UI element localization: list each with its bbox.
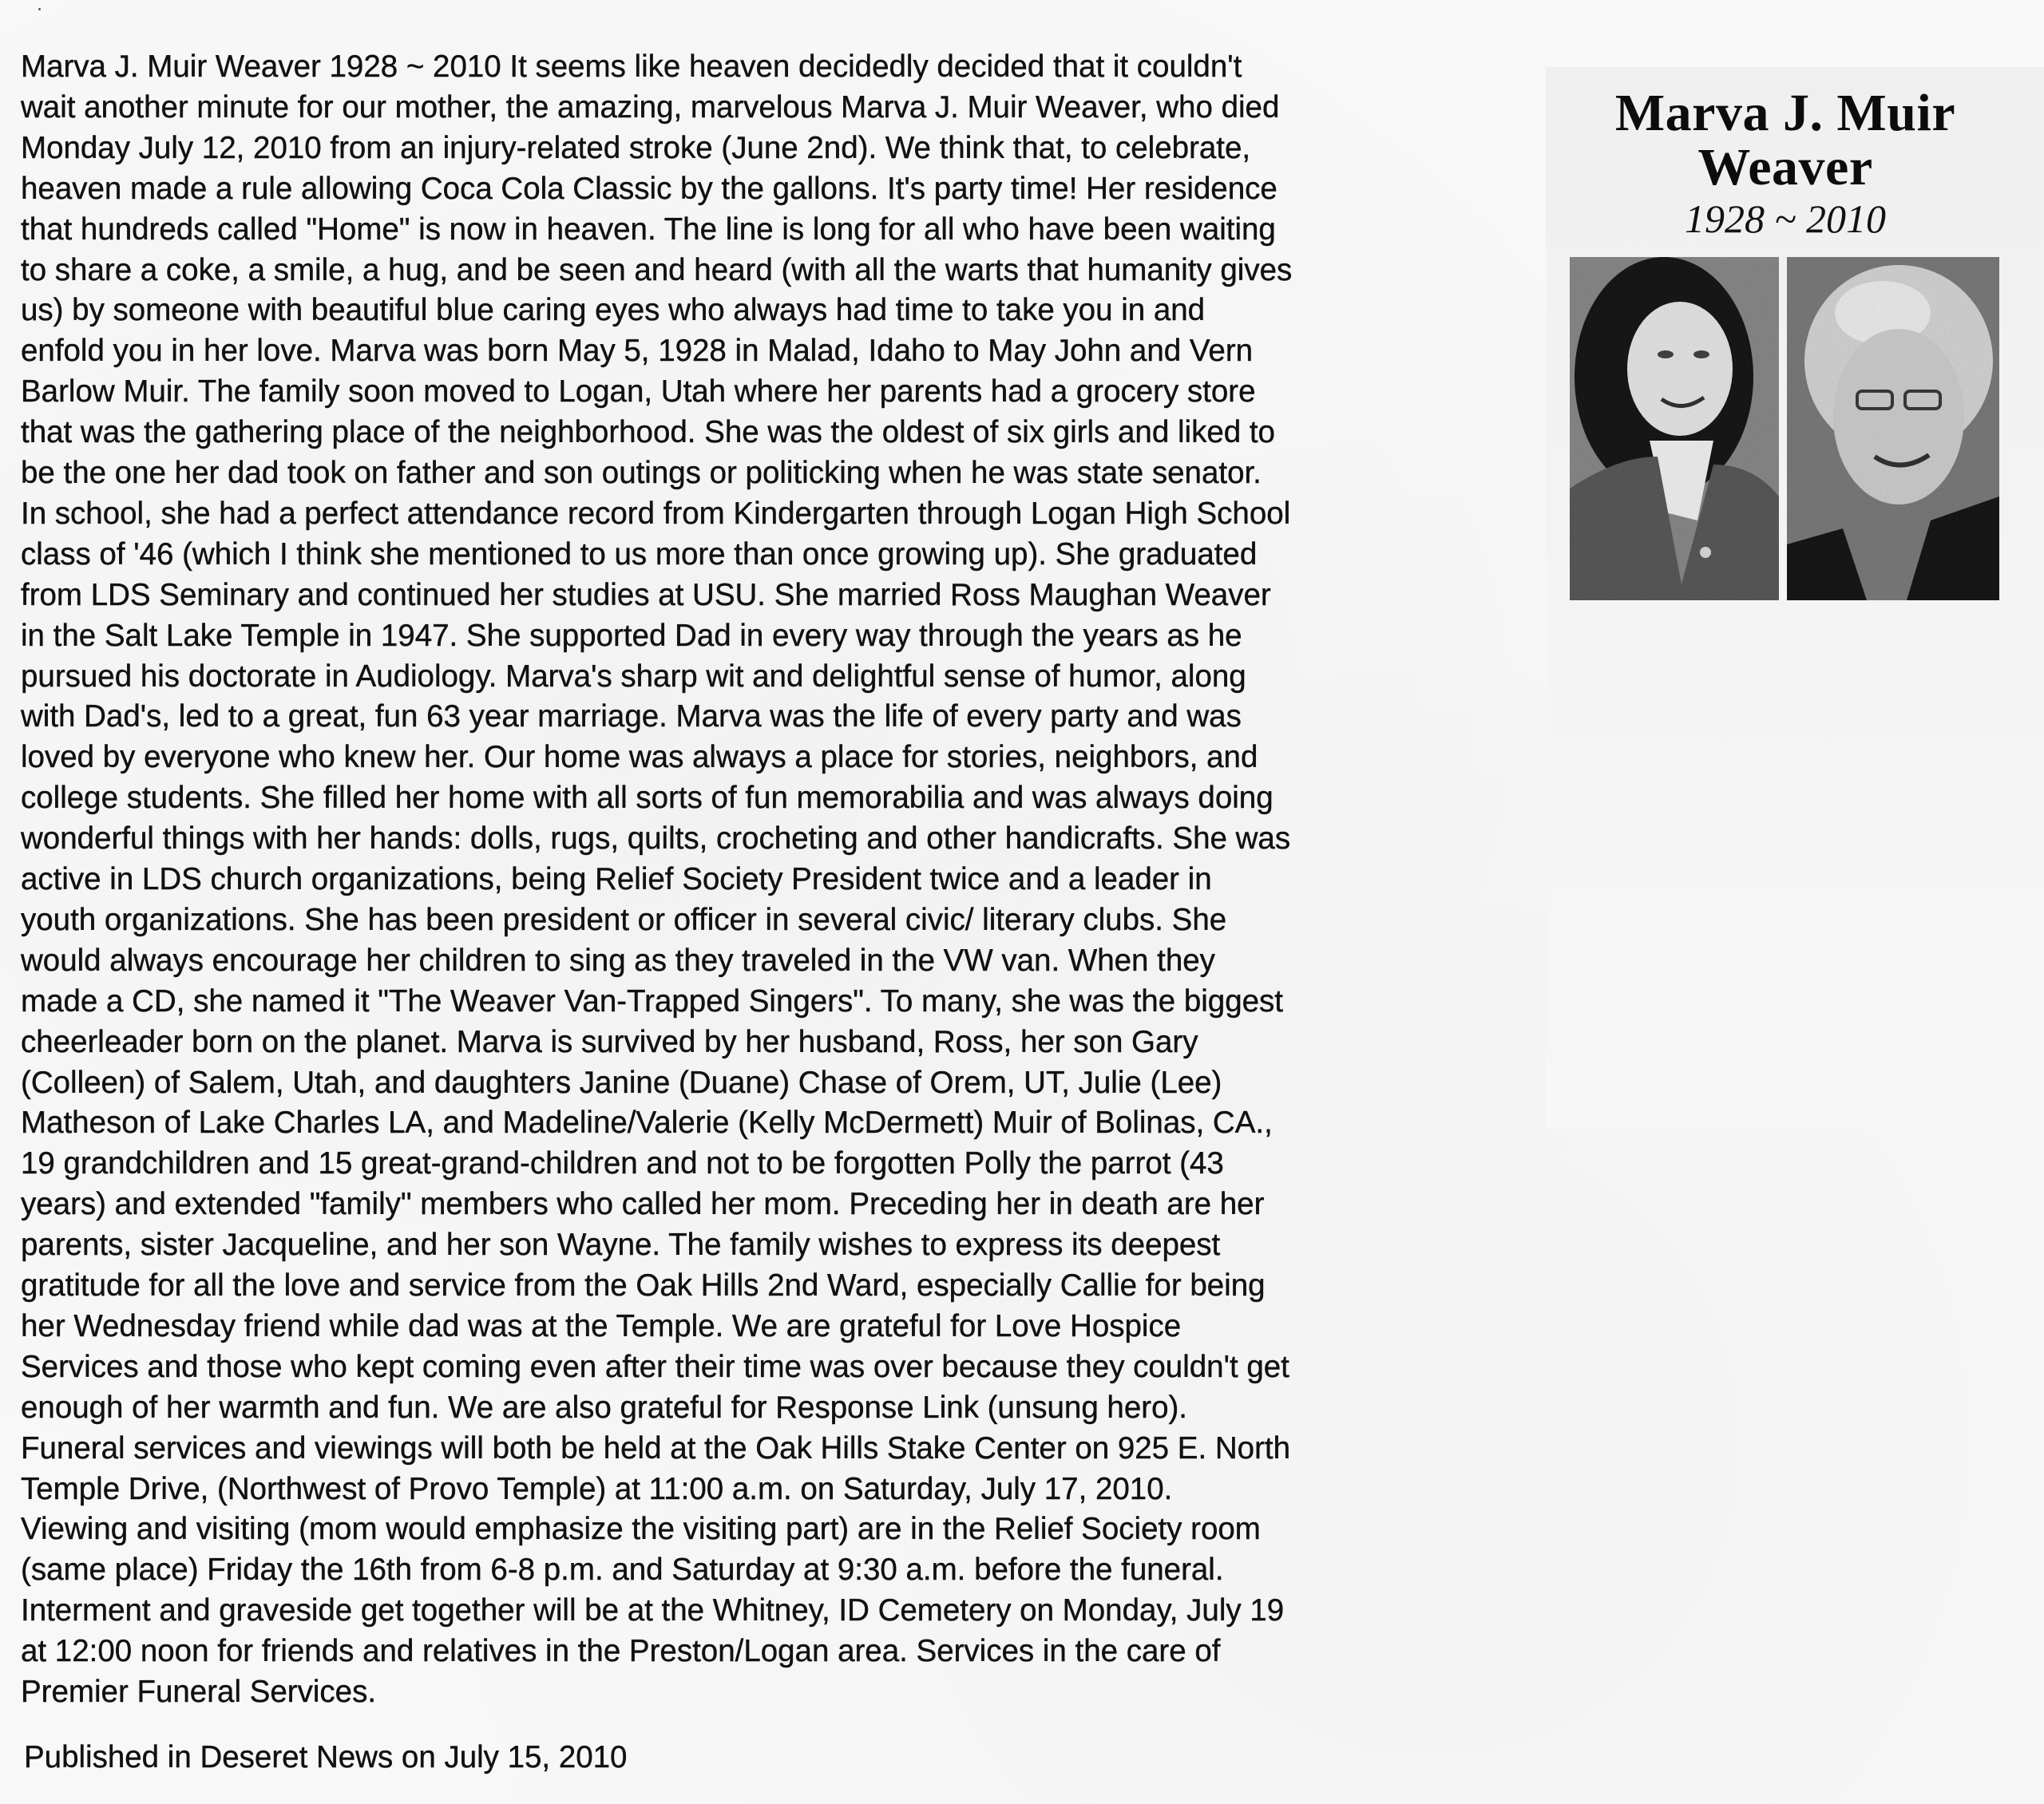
elderly-portrait-photo: [1787, 257, 1999, 600]
obituary-line: with Dad's, led to a great, fun 63 year marriage. Marva was the life of every party and was: [21, 699, 1242, 734]
obituary-line: at 12:00 noon for friends and relatives in the Preston/Logan area. Services in the care of: [21, 1634, 1221, 1669]
obituary-line: Marva J. Muir Weaver 1928 ~ 2010 It seems like heaven decidedly decided that it couldn't: [21, 49, 1242, 84]
obituary-line: Viewing and visiting (mom would emphasize the visiting part) are in the Relief Society room: [21, 1512, 1261, 1547]
obituary-line: Interment and graveside get together will be at the Whitney, ID Cemetery on Monday, July 19: [21, 1593, 1285, 1628]
obituary-line: In school, she had a perfect attendance record from Kindergarten through Logan High School: [21, 496, 1291, 531]
obituary-line: be the one her dad took on father and son outings or politicking when he was state senator.: [21, 456, 1262, 490]
obituary-line: Funeral services and viewings will both be held at the Oak Hills Stake Center on 925 E. North: [21, 1430, 1291, 1466]
obituary-line: (Colleen) of Salem, Utah, and daughters Janine (Duane) Chase of Orem, UT, Julie (Lee): [21, 1065, 1222, 1100]
obituary-line: years) and extended "family" members who called her mom. Preceding her in death are her: [21, 1187, 1265, 1222]
obituary-line: pursued his doctorate in Audiology. Marva's sharp wit and delightful sense of humor, along: [21, 659, 1246, 694]
obituary-line: us) by someone with beautiful blue caring eyes who always had time to take you in and: [21, 293, 1206, 328]
obituary-line: loved by everyone who knew her. Our home was always a place for stories, neighbors, and: [21, 740, 1258, 775]
obituary-line: gratitude for all the love and service from the Oak Hills 2nd Ward, especially Callie for being: [21, 1268, 1266, 1303]
obituary-line: would always encourage her children to sing as they traveled in the VW van. When they: [21, 943, 1215, 978]
obituary-line: heaven made a rule allowing Coca Cola Classic by the gallons. It's party time! Her residence: [21, 171, 1278, 206]
obituary-line: enough of her warmth and fun. We are also grateful for Response Link (unsung hero).: [21, 1390, 1188, 1425]
obituary-line: Matheson of Lake Charles LA, and Madeline/Valerie (Kelly McDermett) Muir of Bolinas, CA.,: [21, 1106, 1273, 1141]
obituary-line: to share a coke, a smile, a hug, and be seen and heard (with all the warts that humanity gives: [21, 252, 1293, 287]
obituary-line: 19 grandchildren and 15 great-grand-children and not to be forgotten Polly the parrot (43: [21, 1146, 1224, 1181]
obituary-line: in the Salt Lake Temple in 1947. She supported Dad in every way through the years as he: [21, 618, 1242, 653]
young-portrait-photo: [1570, 257, 1779, 600]
obituary-line: Premier Funeral Services.: [21, 1675, 377, 1709]
life-dates: 1928 ~ 2010: [1684, 196, 1887, 241]
obituary-line: active in LDS church organizations, being Relief Society President twice and a leader in: [21, 862, 1212, 896]
obituary-line: college students. She filled her home with all sorts of fun memorabilia and was always doing: [21, 781, 1274, 816]
obituary-line: wait another minute for our mother, the amazing, marvelous Marva J. Muir Weaver, who died: [21, 89, 1280, 125]
obituary-line: that hundreds called "Home" is now in heaven. The line is long for all who have been waiting: [21, 212, 1276, 247]
obituary-line: Monday July 12, 2010 from an injury-related stroke (June 2nd). We think that, to celebrate,: [21, 130, 1251, 165]
obituary-line: made a CD, she named it "The Weaver Van-Trapped Singers". To many, she was the biggest: [21, 983, 1283, 1019]
young-portrait-image: [1570, 257, 1779, 600]
elderly-portrait-image: [1787, 257, 1999, 600]
deceased-name-line-2: Weaver: [1697, 138, 1873, 196]
obituary-line: from LDS Seminary and continued her studies at USU. She married Ross Maughan Weaver: [21, 577, 1271, 612]
obituary-line: cheerleader born on the planet. Marva is survived by her husband, Ross, her son Gary: [21, 1024, 1198, 1059]
obituary-line: (same place) Friday the 16th from 6-8 p.m. and Saturday at 9:30 a.m. before the funeral.: [21, 1553, 1224, 1588]
obituary-line: parents, sister Jacqueline, and her son Wayne. The family wishes to express its deepest: [21, 1228, 1221, 1263]
obituary-line: class of '46 (which I think she mentioned to us more than once growing up). She graduated: [21, 536, 1258, 572]
obituary-line: Temple Drive, (Northwest of Provo Temple) at 11:00 a.m. on Saturday, July 17, 2010.: [21, 1471, 1173, 1506]
scan-speck: [38, 8, 41, 10]
obituary-line: that was the gathering place of the neighborhood. She was the oldest of six girls and liked to: [21, 415, 1275, 450]
obituary-line: wonderful things with her hands: dolls, rugs, quilts, crocheting and other handicrafts. She was: [21, 821, 1291, 857]
publication-note: Published in Deseret News on July 15, 2010: [24, 1740, 628, 1774]
obituary-line: youth organizations. She has been president or officer in several civic/ literary clubs. She: [21, 902, 1227, 937]
obituary-line: Barlow Muir. The family soon moved to Logan, Utah where her parents had a grocery store: [21, 374, 1256, 409]
obituary-line: Services and those who kept coming even after their time was over because they couldn't get: [21, 1349, 1289, 1384]
obituary-line: her Wednesday friend while dad was at the Temple. We are grateful for Love Hospice: [21, 1308, 1182, 1343]
deceased-name-line-1: Marva J. Muir: [1614, 84, 1956, 142]
obituary-line: enfold you in her love. Marva was born May 5, 1928 in Malad, Idaho to May John and Vern: [21, 334, 1254, 369]
